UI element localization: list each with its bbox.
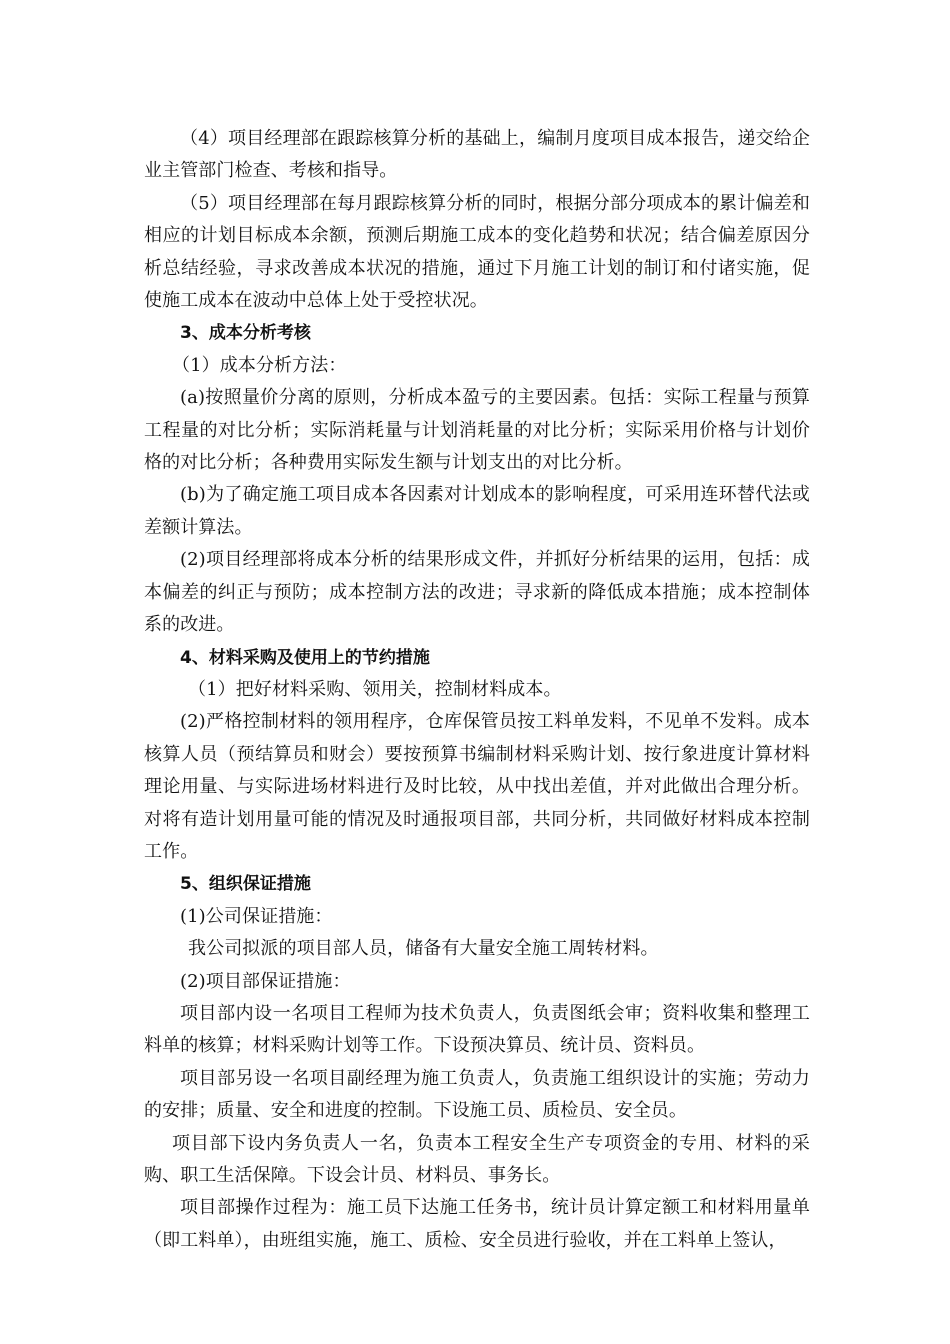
paragraph-company-measures: (1)公司保证措施： <box>180 905 333 927</box>
paragraph-project-measures: (2)项目部保证措施： <box>180 970 351 992</box>
paragraph-5-cost-forecast: （5）项目经理部在每月跟踪核算分析的同时，根据分部分项成本的累计偏差和相应的计划目标成本余额，预测后期施工成本的变化趋势和状况；结合偏差原因分析总结经验，寻求改善成本状况的措施，通过下月施工计划的制订和付诸实施，促使施工成本在波动中总体上处于受控状况。 <box>144 192 810 312</box>
paragraph-material-procurement: （1）把好材料采购、领用关，控制材料成本。 <box>188 678 562 700</box>
paragraph-method-a: (a)按照量价分离的原则，分析成本盈亏的主要因素。包括：实际工程量与预算工程量的对比分析；实际消耗量与计划消耗量的对比分析；实际采用价格与计划价格的对比分析；各种费用实际发生额与计划支出的对比分析。 <box>144 387 810 474</box>
section-heading-material-saving: 4、材料采购及使用上的节约措施 <box>180 647 430 668</box>
section-heading-cost-analysis: 3、成本分析考核 <box>180 323 311 344</box>
paragraph-analysis-results: (2)项目经理部将成本分析的结果形成文件，并抓好分析结果的运用，包括：成本偏差的纠正与预防；成本控制方法的改进；寻求新的降低成本措施；成本控制体系的改进。 <box>144 549 810 636</box>
paragraph-internal-affairs: 项目部下设内务负责人一名，负责本工程安全生产专项资金的专用、材料的采购、职工生活保障。下设会计员、材料员、事务长。 <box>144 1132 810 1186</box>
paragraph-deputy-manager: 项目部另设一名项目副经理为施工负责人，负责施工组织设计的实施；劳动力的安排；质量、安全和进度的控制。下设施工员、质检员、安全员。 <box>144 1067 810 1122</box>
paragraph-material-control: (2)严格控制材料的领用程序，仓库保管员按工料单发料，不见单不发料。成本核算人员（预结算员和财会）要按预算书编制材料采购计划、按行象进度计算材料理论用量、与实际进场材料进行及时比较，从中找出差值，并对此做出合理分析。对将有造计划用量可能的情况及时通报项目部，共同分析，共同做好材料成本控制工作。 <box>144 711 810 862</box>
section-heading-organization: 5、组织保证措施 <box>180 874 311 895</box>
paragraph-operation-process: 项目部操作过程为：施工员下达施工任务书，统计员计算定额工和材料用量单（即工料单），由班组实施，施工、质检、安全员进行验收，并在工料单上签认， <box>144 1197 810 1251</box>
paragraph-analysis-method: （1）成本分析方法： <box>172 354 347 376</box>
paragraph-method-b: (b)为了确定施工项目成本各因素对计划成本的影响程度，可采用连环替代法或差额计算法。 <box>144 484 810 538</box>
document-body <box>144 123 810 1257</box>
paragraph-project-engineer: 项目部内设一名项目工程师为技术负责人，负责图纸会审；资料收集和整理工料单的核算；材料采购计划等工作。下设预决算员、统计员、资料员。 <box>144 1002 810 1057</box>
paragraph-company-staff: 我公司拟派的项目部人员，储备有大量安全施工周转材料。 <box>188 938 659 960</box>
paragraph-4-monthly-report: （4）项目经理部在跟踪核算分析的基础上，编制月度项目成本报告，递交给企业主管部门检查、考核和指导。 <box>144 128 810 182</box>
